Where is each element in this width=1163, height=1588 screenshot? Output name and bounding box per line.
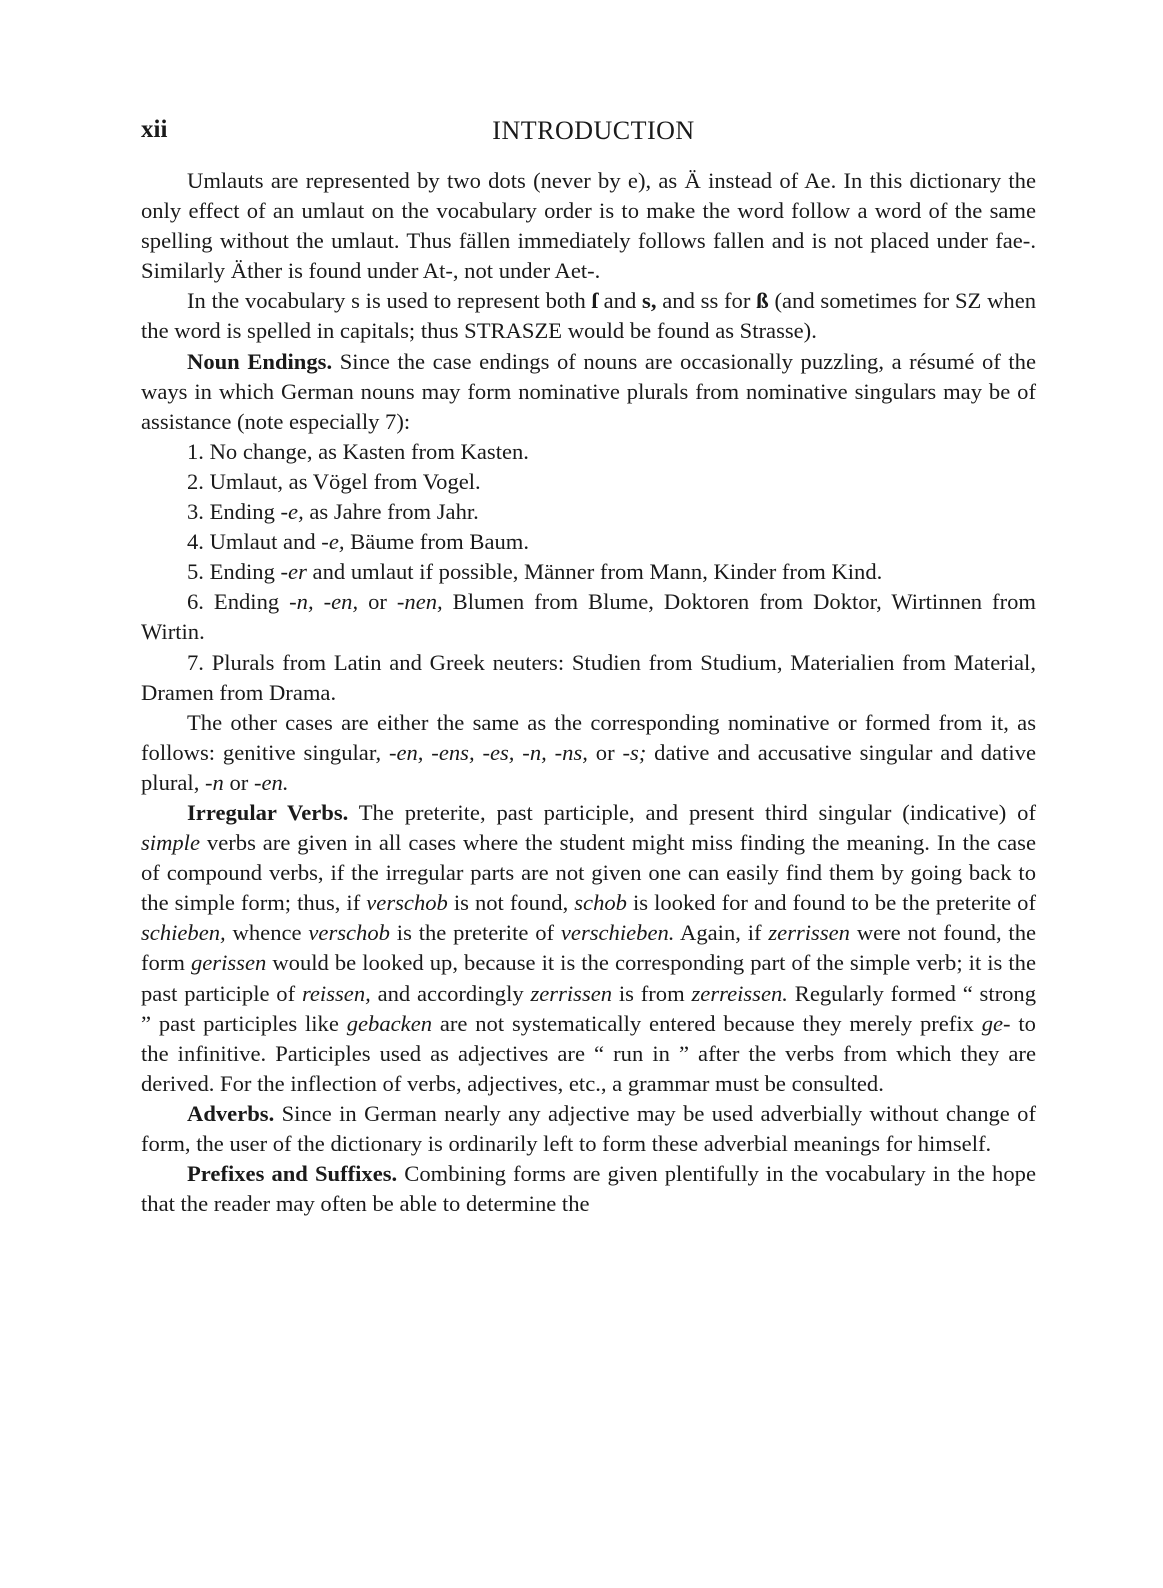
paragraph-other-cases: The other cases are either the same as the corresponding nominative or formed from it, as follows: genitive singular, -en, -ens, -es, -n, -ns, or -s; dative and accusative singular and dative plural, -n or -en. <box>141 709 1036 795</box>
paragraph-noun-endings: Noun Endings. Since the case endings of nouns are occasionally puzzling, a résumé of the ways in which German nouns may form nominative plurals from nominative singulars may be of assistance (note especially 7): <box>141 348 1036 434</box>
paragraph-prefixes-suffixes: Prefixes and Suffixes. Combining forms are given plentifully in the vocabulary in the hope that the reader may often be able to determine the <box>141 1161 1036 1217</box>
paragraph-s-spelling: In the vocabulary s is used to represent both ſ and s, and ss for ß (and sometimes for SZ when the word is spelled in capitals; thus STRASZE would be found as Strasse). <box>141 288 1037 344</box>
page-header <box>141 116 1046 152</box>
list-item: 6. Ending -n, -en, or -nen, Blumen from Blume, Doktoren from Doktor, Wirtinnen from Wirtin. <box>141 589 1036 645</box>
page-body <box>141 166 1036 1219</box>
list-item: 4. Umlaut and -e, Bäume from Baum. <box>187 529 529 555</box>
paragraph-umlauts: Umlauts are represented by two dots (never by e), as Ä instead of Ae. In this dictionary the only effect of an umlaut on the vocabulary order is to make the word follow a word of the same spelling without the umlaut. Thus fällen immediately follows fallen and is not placed under fae-. Similarly Äther is found under At-, not under Aet-. <box>141 168 1036 284</box>
page-number: xii <box>141 116 168 143</box>
paragraph-adverbs: Adverbs. Since in German nearly any adjective may be used adverbially without change of form, the user of the dictionary is ordinarily left to form these adverbial meanings for himself. <box>141 1100 1036 1156</box>
long-s-glyph: ſ <box>591 288 598 314</box>
section-heading-irregular-verbs: Irregular Verbs. <box>187 799 349 825</box>
list-item: 2. Umlaut, as Vögel from Vogel. <box>187 468 481 494</box>
section-heading-prefixes-suffixes: Prefixes and Suffixes. <box>187 1161 398 1187</box>
list-item: 1. No change, as Kasten from Kasten. <box>187 438 529 464</box>
round-s-glyph: s, <box>642 288 657 314</box>
section-heading-noun-endings: Noun Endings. <box>187 348 333 374</box>
paragraph-irregular-verbs: Irregular Verbs. The preterite, past participle, and present third singular (indicative) of simple verbs are given in all cases where the student might miss finding the meaning. In the case of compound verbs, if the irregular parts are not given one can easily find them by going back to the simple form; thus, if verschob is not found, schob is looked for and found to be the preterite of schieben, whence verschob is the preterite of verschieben. Again, if zerrissen were not found, the form gerissen would be looked up, because it is the corresponding part of the simple verb; it is the past participle of reissen, and accordingly zerrissen is from zerreissen. Regularly formed “ strong ” past participles like gebacken are not systematically entered because they merely prefix ge- to the infinitive. Participles used as adjectives are “ run in ” after the verbs from which they are derived. For the inflection of verbs, adjectives, etc., a grammar must be consulted. <box>141 799 1037 1096</box>
section-heading-adverbs: Adverbs. <box>187 1100 275 1126</box>
list-item: 5. Ending -er and umlaut if possible, Männer from Mann, Kinder from Kind. <box>187 559 883 585</box>
list-item: 3. Ending -e, as Jahre from Jahr. <box>187 499 479 525</box>
eszett-glyph: ß <box>756 288 769 314</box>
list-item: 7. Plurals from Latin and Greek neuters: Studien from Studium, Materialien from Material, Dramen from Drama. <box>141 649 1036 705</box>
running-head: INTRODUCTION <box>492 116 695 145</box>
